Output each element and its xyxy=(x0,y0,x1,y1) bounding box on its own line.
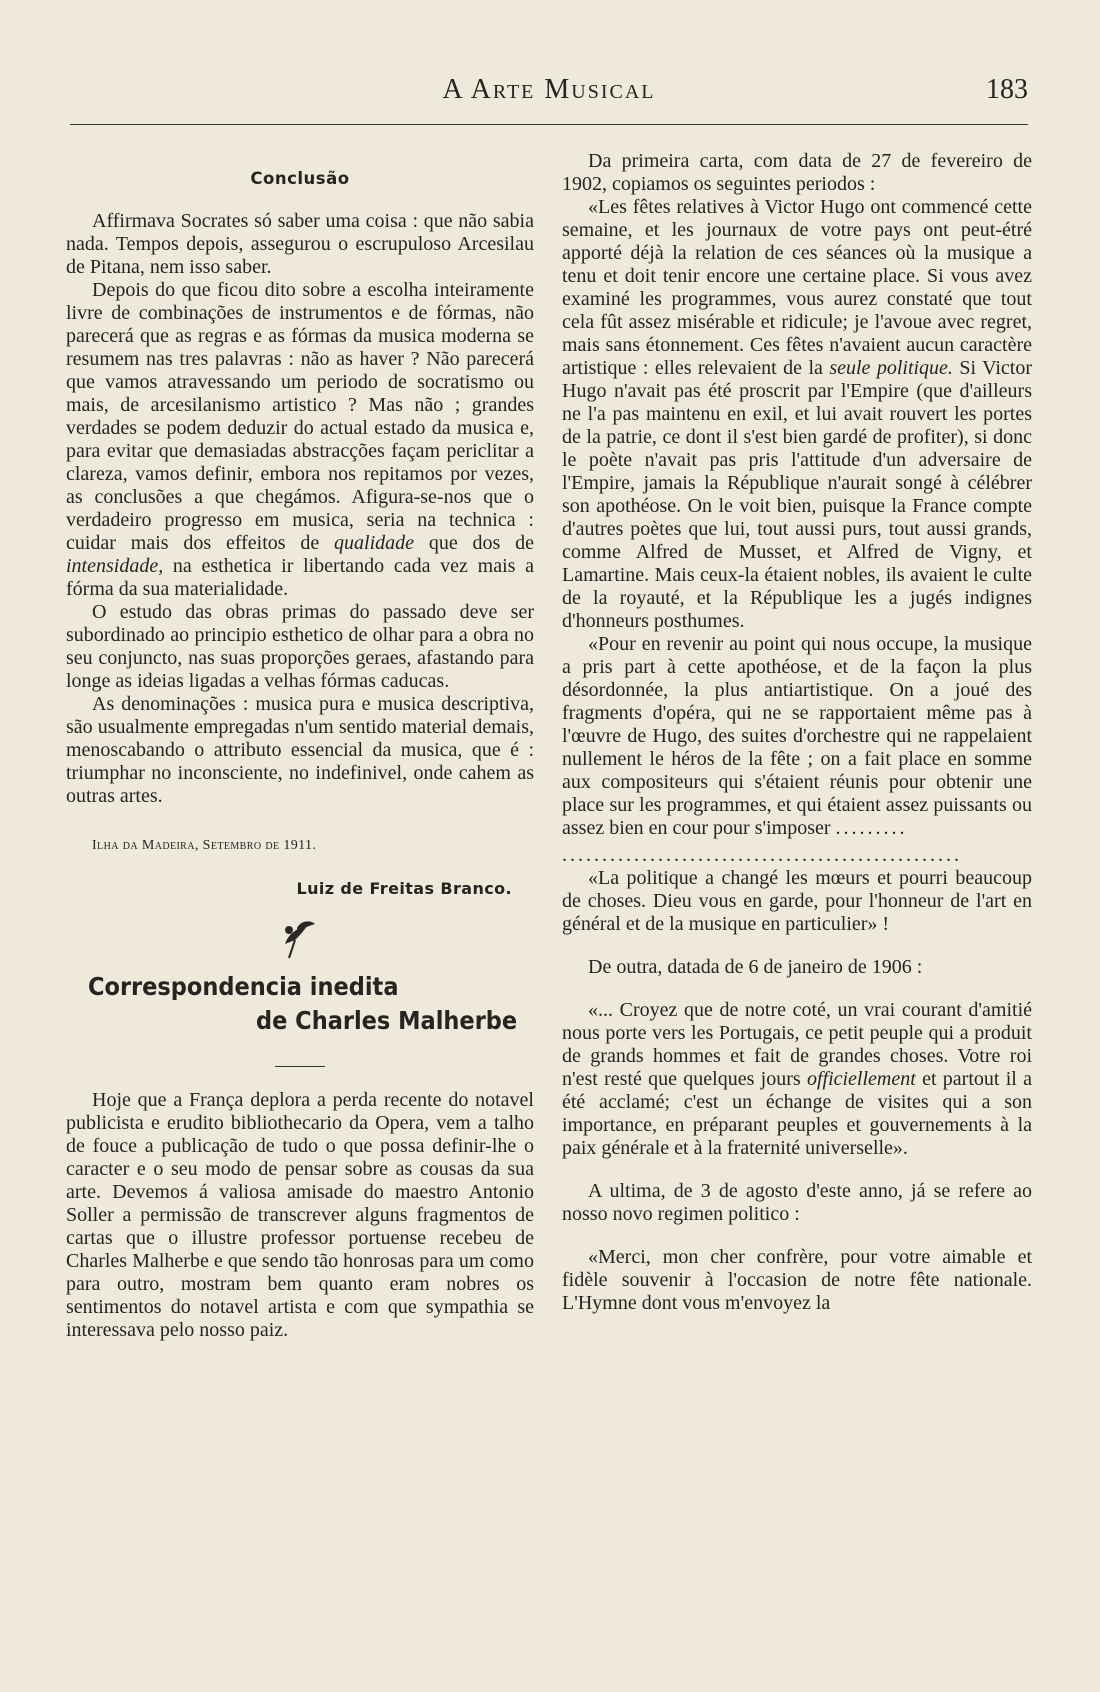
paragraph xyxy=(562,633,1032,840)
page-header xyxy=(70,74,1028,114)
article-title-line: Correspondencia inedita xyxy=(88,972,399,1001)
text-run: et partout il a été acclamé; c'est un échange de visites qui a son importance, en préparant peuples et gouvernements à la paix générale et à la fraternité universelle». xyxy=(562,1068,1033,1159)
header-rule xyxy=(70,124,1028,125)
paragraph xyxy=(562,196,1032,633)
paragraph xyxy=(562,999,1032,1160)
paragraph: A ultima, de 3 de agosto d'este anno, já se refere ao nosso novo regimen politico : xyxy=(562,1180,1032,1225)
dateline: Ilha da Madeira, Setembro de 1911. xyxy=(92,838,317,853)
right-column xyxy=(562,150,1032,1315)
paragraph: O estudo das obras primas do passado deve ser subordinado ao principio esthetico de olhar para a obra no seu conjuncto, nas suas proporções geraes, afastando para longe as ideias ligadas a velhas fórmas caducas. xyxy=(66,601,534,692)
paragraph xyxy=(66,279,534,601)
article-title-line: de Charles Malherbe xyxy=(256,1006,518,1035)
article-title xyxy=(66,970,534,1038)
fleuron-icon xyxy=(277,914,323,960)
text-run: Si Victor Hugo n'avait pas été proscrit par l'Empire (que d'ailleurs ne l'a pas maintenu en exil, et lui avait rouvert les portes de la patrie, ce dont il s'est bien gardé de profiter), si donc le poète n'avait pas pris l'attitude d'un adversaire de l'Empire, jamais la République n'aurait songé à célébrer son apothéose. On le voit bien, puisque la France compte d'autres poètes que lui, tout aussi purs, tout aussi grands, comme Alfred de Musset, et Alfred de Vigny, et Lamartine. Mais ceux-la étaient nobles, ils avaient le culte de la royauté, et la République les a jugés indignes d'honneurs posthumes. xyxy=(562,357,1032,632)
dotted-line: .................................................. xyxy=(562,844,962,866)
paragraph: «Merci, mon cher confrère, pour votre aimable et fidèle souvenir à l'occasion de notre fête nationale. L'Hymne dont vous m'envoyez la xyxy=(562,1246,1032,1314)
text-run: «Pour en revenir au point qui nous occupe, la musique a pris part à cette apothéose, et de la façon la plus désordonnée, la plus antiartistique. On a joué des fragments d'opéra, qui ne se rapportaient même pas à l'œuvre de Hugo, des suites d'orchestre qui ne rappelaient nullement le héros de la fête ; on a fait place en somme aux compositeurs qui s'étaient réunis pour obtenir une place sur les programmes, et qui étaient assez puissants ou assez bien en cour pour s'imposer xyxy=(562,633,1032,839)
paragraph: As denominações : musica pura e musica descriptiva, são usualmente empregadas n'um sentido material demais, menoscabando o attributo essencial da musica, que é : triumphar no inconsciente, no indefinivel, onde cahem as outras artes. xyxy=(66,693,534,807)
title-rule xyxy=(275,1066,325,1067)
paragraph: «La politique a changé les mœurs et pourri beaucoup de choses. Dieu vous en garde, pour l'honneur de l'art en général et de la musique en particulier» ! xyxy=(562,867,1032,935)
text-run: «... Croyez que de notre coté, un vrai courant d'amitié nous porte vers les Portugais, ce petit peuple qui a produit de grands hommes et fait de grandes choses. Votre roi n'est resté que quelques jours xyxy=(562,999,1032,1090)
running-title: A Arte Musical xyxy=(442,74,656,105)
emphasis: officiellement xyxy=(806,1068,916,1090)
left-column xyxy=(66,150,534,1342)
paragraph: De outra, datada de 6 de janeiro de 1906 : xyxy=(588,956,923,978)
paragraph: Hoje que a França deplora a perda recente do notavel publicista e erudito bibliothecario da Opera, vem a talho de fouce a publicação de tudo o que possa definir-lhe o caracter e o seu modo de pensar sobre as cousas da sua arte. Devemos á valiosa amisade do maestro Antonio Soller a permissão de transcrever alguns fragmentos de cartas que o illustre professor portuense recebeu de Charles Malherbe e que sendo tão honrosas para um como para outro, mostram bem quanto eram nobres os sentimentos do notavel artista e com que sympathia se interessava pelo nosso paiz. xyxy=(66,1089,534,1341)
section-heading: Conclusão xyxy=(250,169,350,188)
ellipsis-dots: ......... xyxy=(835,817,908,839)
author-signature: Luiz de Freitas Branco. xyxy=(296,879,512,898)
paragraph: Da primeira carta, com data de 27 de fevereiro de 1902, copiamos os seguintes periodos : xyxy=(562,150,1032,195)
emphasis: intensidade, xyxy=(66,555,164,577)
emphasis: qualidade xyxy=(334,532,415,554)
emphasis: seule politique. xyxy=(829,357,953,379)
paragraph: Affirmava Socrates só saber uma coisa : que não sabia nada. Tempos depois, assegurou o escrupuloso Arcesilau de Pitana, nem isso saber. xyxy=(66,210,534,278)
page-number: 183 xyxy=(986,74,1028,105)
text-run: Depois do que ficou dito sobre a escolha inteiramente livre de combinações de instrumentos e de fórmas, não parecerá que as regras e as fórmas da musica moderna se resumem nas tres palavras : não as haver ? Não parecerá que vamos atravessando um periodo de socratismo ou mais, de arcesilanismo artistico ? Mas não ; grandes verdades se podem deduzir do actual estado da musica e, para evitar que demasiadas abstracções façam periclitar a clareza, vamos definir, embora nos repitamos por vezes, as conclusões a que chegámos. Afigura-se-nos que o verdadeiro progresso em musica, seria na technica : cuidar mais dos effeitos de xyxy=(66,279,534,554)
text-run: «Les fêtes relatives à Victor Hugo ont commencé cette semaine, et les journaux de votre pays ont peut-étré apporté déjà la relation de ces séances où la musique a tenu et doit tenir encore une certaine place. Si vous avez examiné les programmes, vous aurez constaté que tout cela fût assez misérable et ridicule; je l'avoue avec regret, mais sans étonnement. Ces fêtes n'avaient aucun caractère artistique : elles relevaient de la xyxy=(562,196,1032,379)
text-run: na esthetica ir libertando cada vez mais a fórma da sua materialidade. xyxy=(66,555,534,600)
fleuron-ornament xyxy=(66,914,534,964)
text-run: que dos de xyxy=(414,532,534,554)
